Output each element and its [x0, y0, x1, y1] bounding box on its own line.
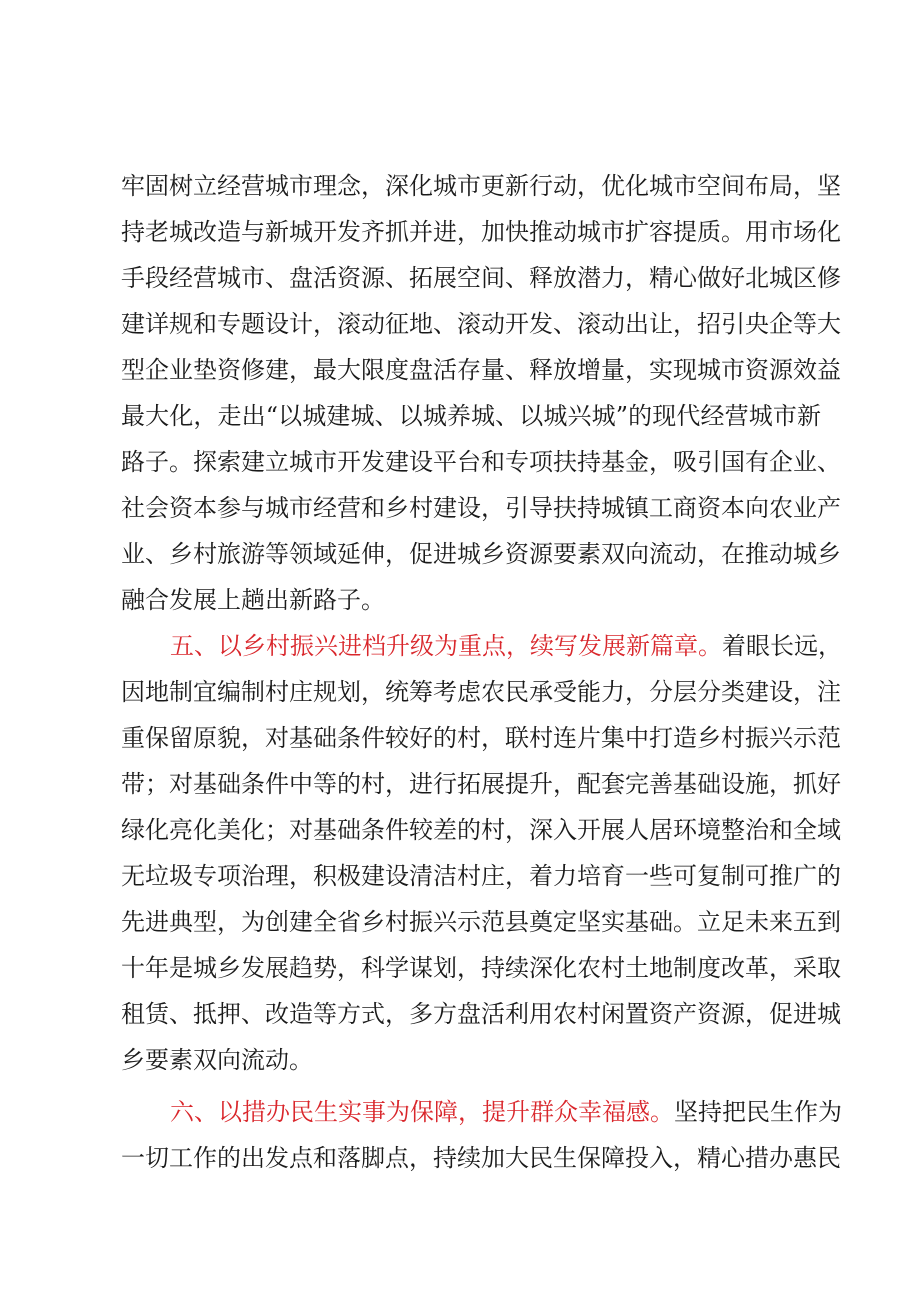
text-line: 因地制宜编制村庄规划，统筹考虑农民承受能力，分层分类建设，注 — [121, 678, 841, 706]
text-run: 着眼长远， — [722, 632, 842, 660]
section-heading: 六、以措办民生实事为保障，提升群众幸福感。 — [170, 1098, 674, 1126]
text-run: 坚持把民生作为 — [674, 1098, 842, 1126]
text-line: 绿化亮化美化；对基础条件较差的村，深入开展人居环境整治和全域 — [121, 816, 841, 844]
text-line: 型企业垫资修建，最大限度盘活存量、释放增量，实现城市资源效益 — [121, 356, 841, 384]
text-line: 手段经营城市、盘活资源、拓展空间、释放潜力，精心做好北城区修 — [121, 264, 841, 292]
text-line: 一切工作的出发点和落脚点，持续加大民生保障投入，精心措办惠民 — [121, 1144, 841, 1172]
text-line: 先进典型，为创建全省乡村振兴示范县奠定坚实基础。立足未来五到 — [121, 908, 841, 936]
section-heading: 五、以乡村振兴进档升级为重点，续写发展新篇章。 — [170, 632, 722, 660]
text-line: 无垃圾专项治理，积极建设清洁村庄，着力培育一些可复制可推广的 — [121, 862, 841, 890]
text-line: 十年是城乡发展趋势，科学谋划，持续深化农村土地制度改革，采取 — [121, 954, 841, 982]
text-line: 业、乡村旅游等领域延伸，促进城乡资源要素双向流动，在推动城乡 — [121, 540, 841, 568]
text-line — [170, 624, 842, 668]
text-line: 社会资本参与城市经营和乡村建设，引导扶持城镇工商资本向农业产 — [121, 494, 841, 522]
text-line: 带；对基础条件中等的村，进行拓展提升，配套完善基础设施，抓好 — [121, 770, 841, 798]
text-line: 牢固树立经营城市理念，深化城市更新行动，优化城市空间布局，坚 — [121, 172, 841, 200]
text-line — [170, 1090, 842, 1134]
text-line: 重保留原貌，对基础条件较好的村，联村连片集中打造乡村振兴示范 — [121, 724, 841, 752]
text-line: 最大化，走出“以城建城、以城养城、以城兴城”的现代经营城市新 — [121, 402, 821, 430]
text-line: 乡要素双向流动。 — [121, 1046, 313, 1074]
text-line: 持老城改造与新城开发齐抓并进，加快推动城市扩容提质。用市场化 — [121, 218, 841, 246]
text-line: 融合发展上趟出新路子。 — [121, 586, 385, 614]
text-line: 租赁、抵押、改造等方式，多方盘活利用农村闲置资产资源，促进城 — [121, 1000, 841, 1028]
text-line: 路子。探索建立城市开发建设平台和专项扶持基金，吸引国有企业、 — [121, 448, 841, 476]
text-line: 建详规和专题设计，滚动征地、滚动开发、滚动出让，招引央企等大 — [121, 310, 841, 338]
